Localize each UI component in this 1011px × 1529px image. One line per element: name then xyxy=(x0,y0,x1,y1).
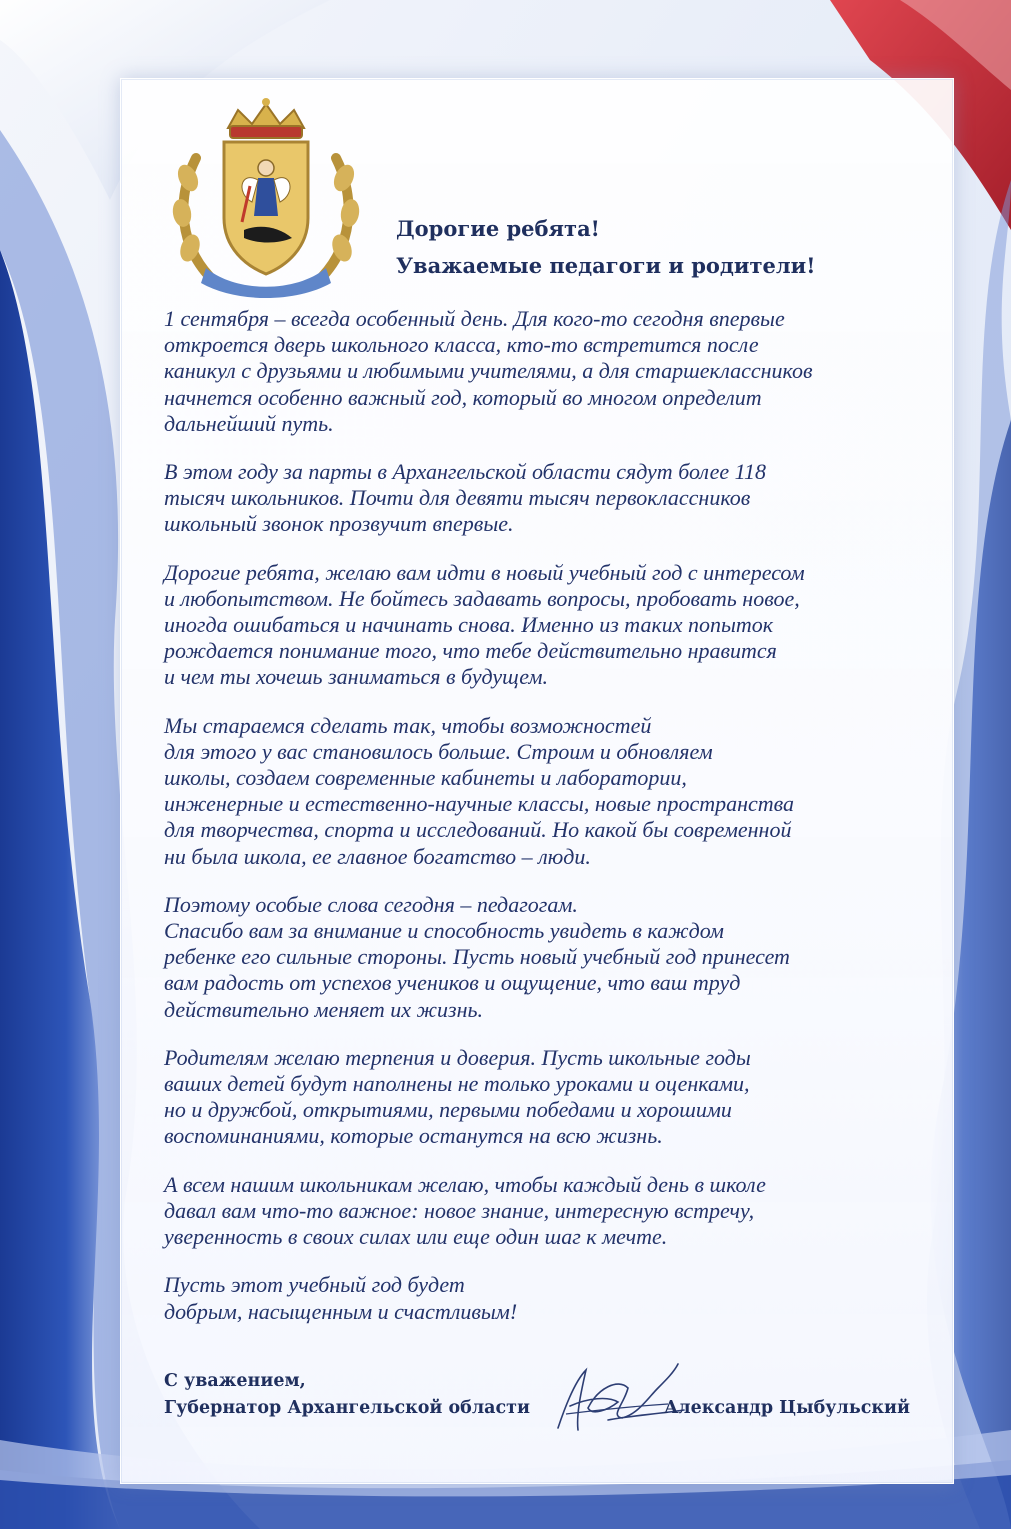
text-line: воспоминаниями, которые останутся на всю жизнь. xyxy=(164,1123,663,1149)
text-line: иногда ошибаться и начинать снова. Именно из таких попыток xyxy=(164,612,774,638)
archangelsk-coat-of-arms-icon xyxy=(166,98,366,304)
closing-regards: С уважением, xyxy=(164,1371,306,1391)
paragraph-students-count xyxy=(164,459,934,538)
governor-name: Александр Цыбульский xyxy=(664,1398,910,1418)
text-line: и любопытством. Не бойтесь задавать вопросы, пробовать новое, xyxy=(164,585,800,611)
text-line: дальнейший путь. xyxy=(164,410,334,436)
text-line: В этом году за парты в Архангельской области сядут более 118 xyxy=(164,459,766,485)
closing-block xyxy=(164,1368,530,1422)
text-line: для творчества, спорта и исследований. Но какой бы современной xyxy=(164,817,792,843)
paragraph-wishes-children xyxy=(164,560,934,691)
text-line: Пусть этот учебный год будет xyxy=(164,1272,465,1298)
greeting-heading xyxy=(396,210,936,284)
text-line: вам радость от успехов учеников и ощущение, что ваш труд xyxy=(164,970,741,996)
text-line: А всем нашим школьникам желаю, чтобы каждый день в школе xyxy=(164,1171,766,1197)
text-line: Поэтому особые слова сегодня – педагогам. xyxy=(164,891,578,917)
paragraph-september-first xyxy=(164,306,934,437)
paragraph-schools-development xyxy=(164,713,934,870)
text-line: каникул с друзьями и любимыми учителями, а для старшеклассников xyxy=(164,358,813,384)
text-line: ни была школа, ее главное богатство – люди. xyxy=(164,843,591,869)
text-line: тысяч школьников. Почти для девяти тысяч первоклассников xyxy=(164,485,751,511)
closing-position: Губернатор Архангельской области xyxy=(164,1398,531,1418)
letter-body xyxy=(164,306,934,1347)
text-line: уверенность в своих силах или еще один шаг к мечте. xyxy=(164,1224,668,1250)
text-line: ваших детей будут наполнены не только уроками и оценками, xyxy=(164,1071,750,1097)
text-line: давал вам что-то важное: новое знание, интересную встречу, xyxy=(164,1197,755,1223)
greeting-line-children: Дорогие ребята! xyxy=(396,216,600,241)
text-line: добрым, насыщенным и счастливым! xyxy=(164,1298,518,1324)
paragraph-parents xyxy=(164,1045,934,1150)
text-line: Мы стараемся сделать так, чтобы возможностей xyxy=(164,712,652,738)
text-line: начнется особенно важный год, который во многом определит xyxy=(164,384,762,410)
greeting-line-teachers-parents: Уважаемые педагоги и родители! xyxy=(396,253,816,278)
text-line: школы, создаем современные кабинеты и лаборатории, xyxy=(164,765,687,791)
text-line: но и дружбой, открытиями, первыми победами и хорошими xyxy=(164,1097,732,1123)
text-line: Дорогие ребята, желаю вам идти в новый учебный год с интересом xyxy=(164,559,805,585)
text-line: действительно меняет их жизнь. xyxy=(164,996,484,1022)
text-line: откроется дверь школьного класса, кто-то встретится после xyxy=(164,332,759,358)
text-line: школьный звонок прозвучит впервые. xyxy=(164,511,514,537)
text-line: 1 сентября – всегда особенный день. Для кого-то сегодня впервые xyxy=(164,306,785,331)
text-line: инженерные и естественно-научные классы, новые пространства xyxy=(164,791,795,817)
text-line: ребенке его сильные стороны. Пусть новый учебный год принесет xyxy=(164,944,790,970)
paragraph-teachers xyxy=(164,892,934,1023)
paragraph-final-wish xyxy=(164,1272,934,1324)
text-line: и чем ты хочешь заниматься в будущем. xyxy=(164,664,549,690)
text-line: для этого у вас становилось больше. Строим и обновляем xyxy=(164,738,713,764)
text-line: Родителям желаю терпения и доверия. Пусть школьные годы xyxy=(164,1044,751,1070)
text-line: Спасибо вам за внимание и способность увидеть в каждом xyxy=(164,918,724,944)
paragraph-schoolchildren xyxy=(164,1172,934,1251)
text-line: рождается понимание того, что тебе действительно нравится xyxy=(164,638,777,664)
